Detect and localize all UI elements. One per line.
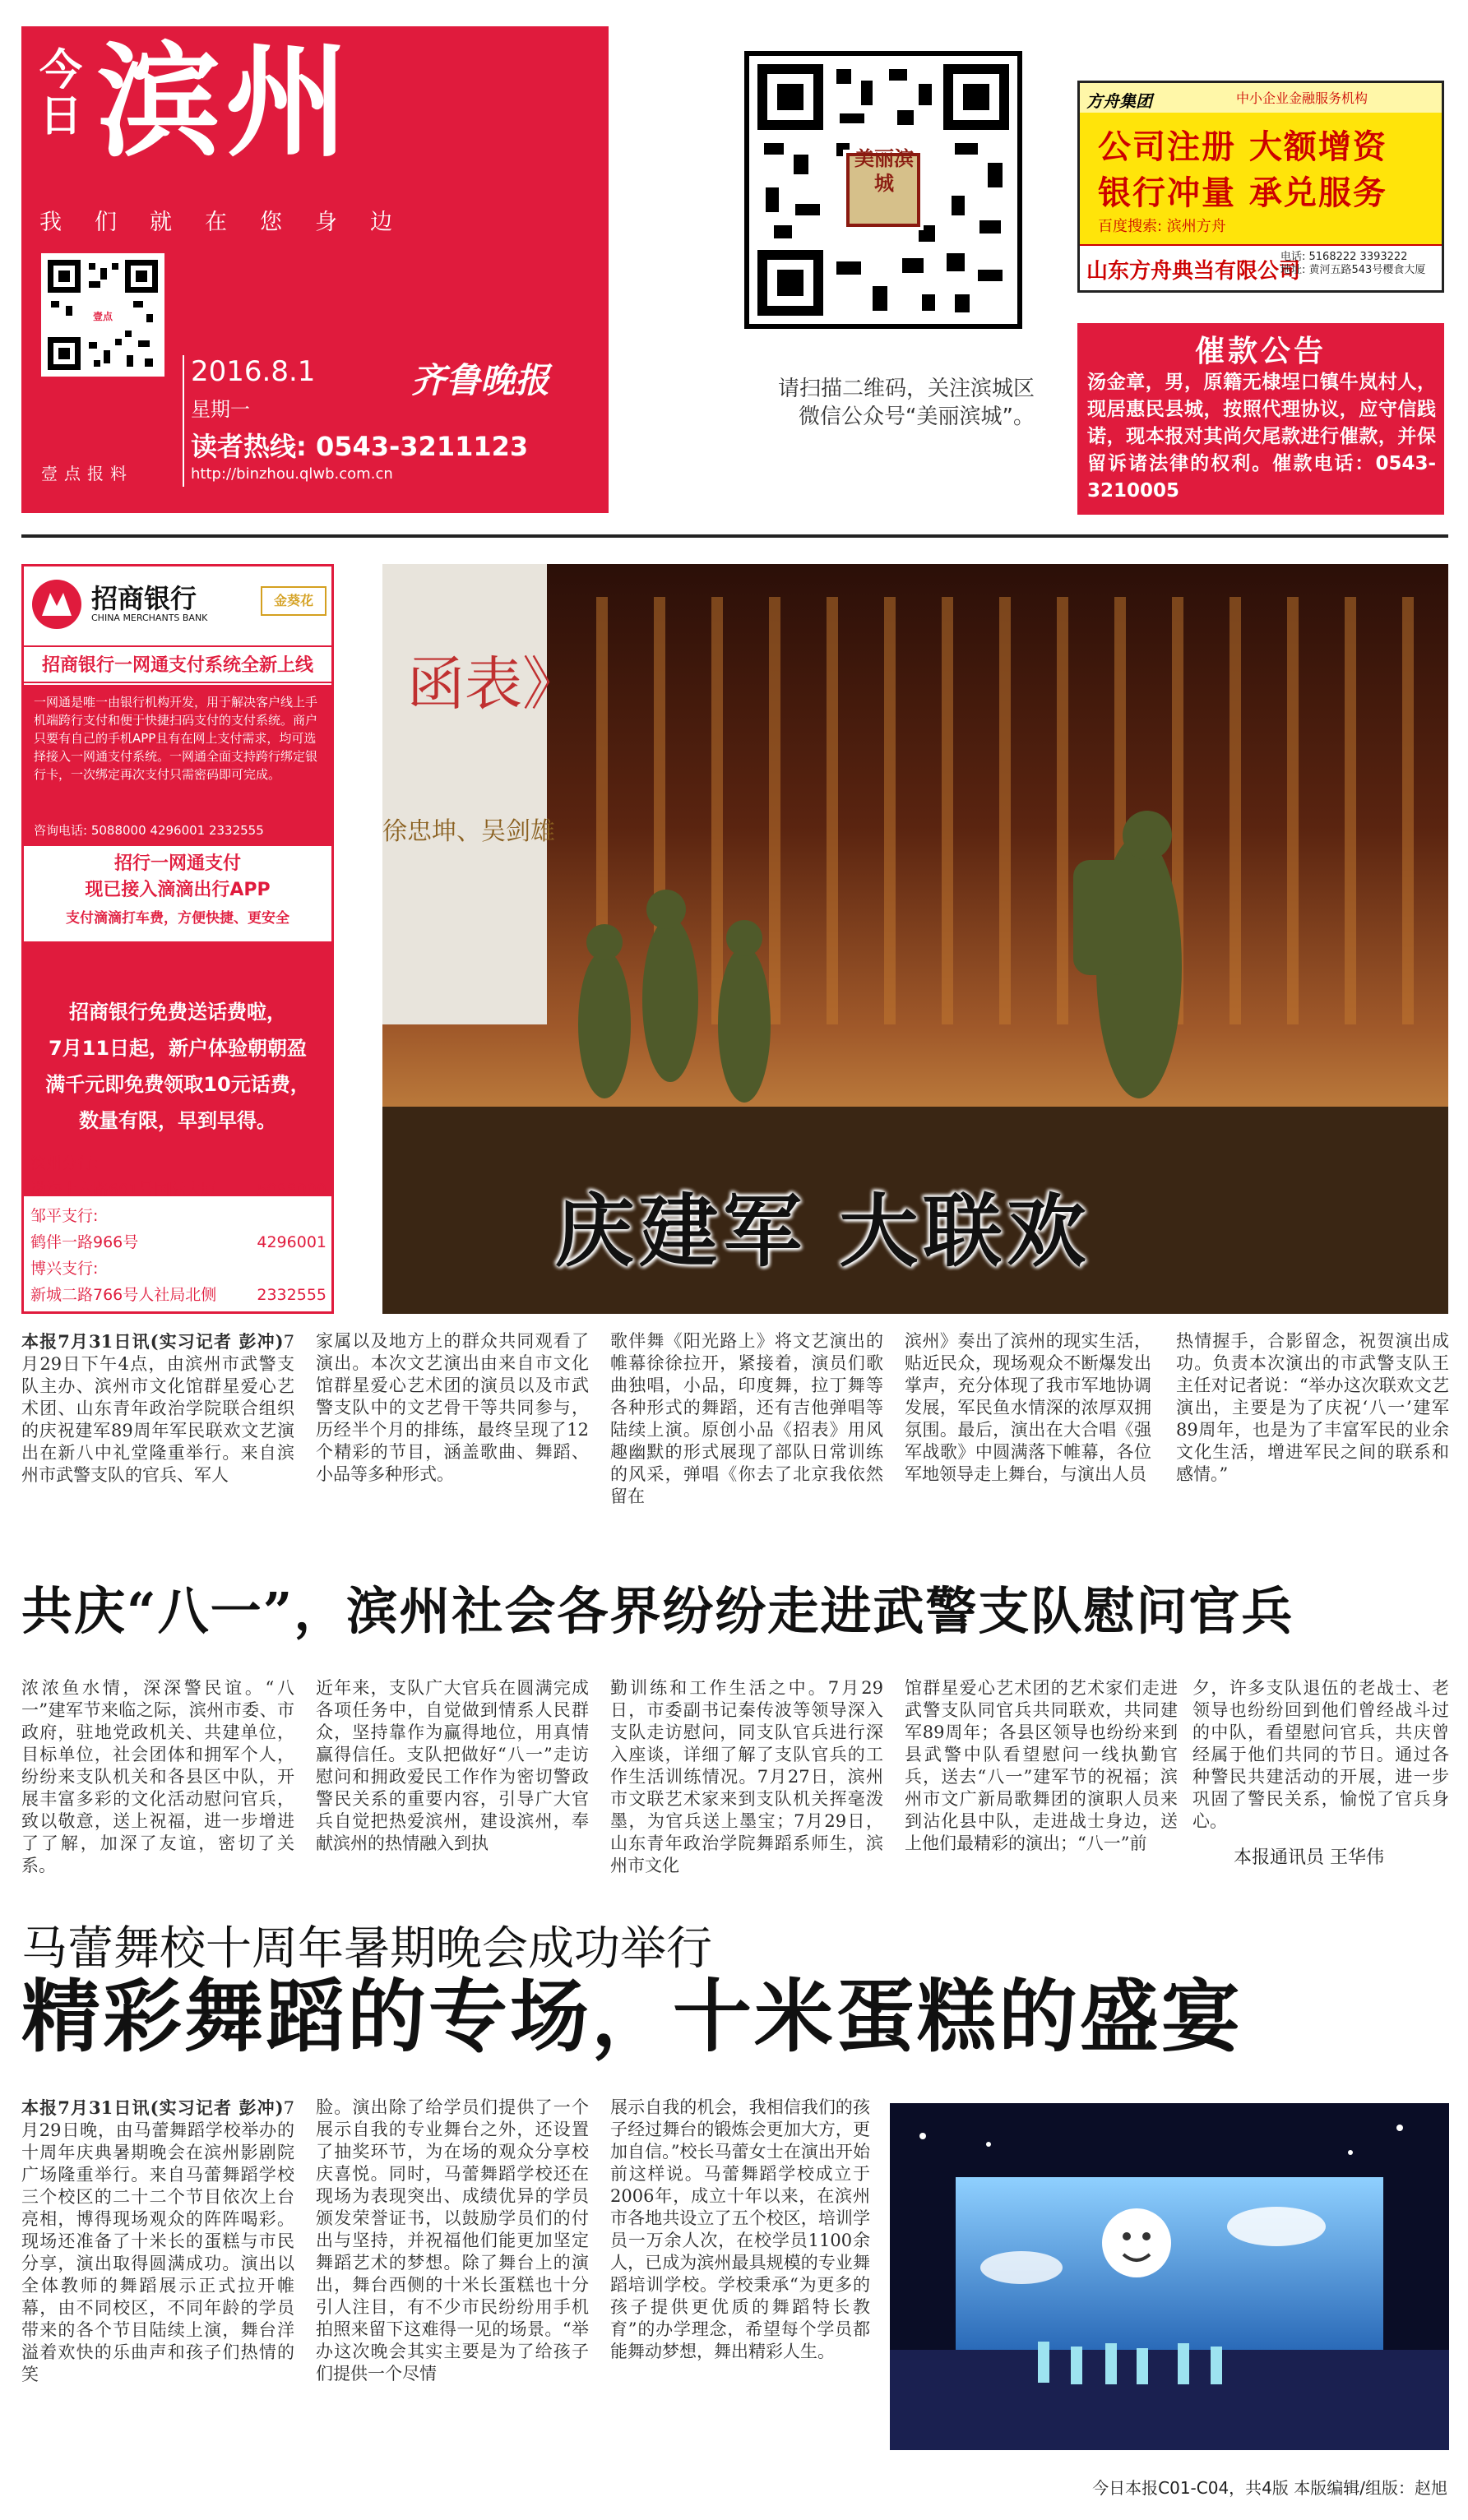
cmb-branch-tel: 5088000 [257, 1181, 326, 1199]
article1-text: 滨州》奏出了滨州的现实生活，贴近民众，现场观众不断爆发出掌声，充分体现了我市军地协调发展，军民鱼水情深的浓厚双拥氛围。最后，演出在大合唱《强军战歌》中圆满落下帷幕，各位军地领导走上舞台，与演出人员 [905, 1331, 1151, 1484]
masthead-jinri: 今日 [39, 46, 83, 141]
article1-col5 [1176, 1330, 1449, 1552]
article1-col2 [316, 1330, 589, 1552]
fangzhou-search: 百度搜索: 滨州方舟 [1098, 218, 1226, 235]
notice-title: 催款公告 [1194, 335, 1327, 368]
cmb-r1: 招商银行免费送话费啦， [69, 1001, 286, 1024]
masthead-title: 滨州 [97, 31, 354, 174]
article3-text: 展示自我的机会，我相信我们的孩子经过舞台的锻炼会更加大方，更加自信。”校长马蕾女士在演出开始前这样说。马蕾舞蹈学校成立于2006年，成立十年以来，在滨州市各地共设立了五个校区，培训学员一万余人次，在校学员1100余人，已成为滨州最具规模的专业舞蹈培训学校。学校秉承“为更多的孩子提供更优质的舞蹈特长教育”的办学理念，希望每个学员都能舞动梦想，舞出精彩人生。 [610, 2097, 870, 2361]
cmb-slogan: 招商银行一网通支付系统全新上线 [24, 645, 331, 683]
article1-col1 [21, 1330, 294, 1552]
page-footer: 今日本报C01-C04，共4版 本版编辑/组版：赵旭 [1092, 2478, 1447, 2498]
article2-text: 近年来，支队广大官兵在圆满完成各项任务中，自觉做到情系人民群众，坚持靠作为赢得地位，用真情赢得信任。支队把做好“八一”走访慰问和拥政爱民工作作为密切警政警民关系的重要内容，引导广大官兵自觉把热爱滨州，建设滨州，奉献滨州的热情融入到执 [316, 1678, 589, 1853]
article2-credit: 本报通讯员 王华伟 [1234, 1847, 1384, 1868]
fangzhou-line2: 银行冲量 承兑服务 [1098, 173, 1387, 212]
article3-lead: 本报7月31日讯(实习记者 彭冲) [21, 2097, 284, 2118]
cmb-branch-name: 邹平支行: [30, 1207, 99, 1225]
article3-col2 [316, 2097, 589, 2499]
fangzhou-line1: 公司注册 大额增资 [1098, 127, 1387, 166]
cmb-p3: 支付滴滴打车费，方便快捷、更安全 [66, 910, 289, 927]
payment-notice [1077, 323, 1444, 515]
article3-col1 [21, 2097, 294, 2499]
masthead-dianping: 壹点报料 [41, 464, 133, 483]
cmb-p1: 招行一网通支付 [113, 853, 241, 874]
fangzhou-tagline: 中小企业金融服务机构 [1236, 90, 1368, 106]
article2-headline: 共庆“八一”，滨州社会各界纷纷走进武警支队慰问官兵 [21, 1581, 1294, 1641]
wechat-seal: 美丽滨城 [854, 146, 914, 195]
cmb-r4: 数量有限，早到早得。 [79, 1109, 276, 1132]
article1-col3 [610, 1330, 883, 1552]
article1-lead: 本报7月31日讯(实习记者 彭冲) [21, 1331, 284, 1352]
article2-col5 [1192, 1677, 1449, 1833]
article2-text: 馆群星爱心艺术团的艺术家们走进武警支队同官兵共同联欢，共同建军89周年；各县区领导也纷纷来到县武警中队看望慰问一线执勤官兵，送去“八一”建军节的祝福；滨州市文广新局歌舞团的演职人员来到沾化县中队，走进战士身边，送上他们最精彩的演出；“八一”前 [905, 1678, 1178, 1853]
photo1-headline: 庆建军 大联欢 [555, 1186, 1091, 1278]
article2-col1 [21, 1677, 294, 1899]
fangzhou-contact [1280, 251, 1425, 277]
masthead-weekday: 星期一 [191, 398, 250, 421]
article2-text: 夕，许多支队退伍的老战士、老领导也纷纷回到他们曾经战斗过的中队，看望慰问官兵，共庆曾经属于他们共同的节日。通过各种警民共建活动的开展，进一步巩固了警民关系，愉悦了官兵身心。 [1192, 1678, 1449, 1831]
article2-col2 [316, 1677, 589, 1899]
fangzhou-tel: 电话: 5168222 3393222 [1280, 251, 1408, 263]
cmb-bank-en: CHINA MERCHANTS BANK [91, 613, 208, 623]
cmb-branch-name: 滨州分行: [30, 1154, 99, 1172]
cmb-branch-tel: 4296001 [257, 1233, 326, 1251]
qr-center-logo: 壹点 [84, 298, 122, 335]
article3-headline: 精彩舞蹈的专场，十米蛋糕的盛宴 [21, 1971, 1243, 2063]
fangzhou-header [1080, 83, 1442, 113]
masthead-divider [183, 355, 184, 487]
fangzhou-footer [1080, 244, 1442, 290]
cmb-r2: 7月11日起，新户体验朝朝盈 [48, 1037, 308, 1060]
cmb-branch-list [30, 1150, 326, 1308]
cmb-branch-name: 博兴支行: [30, 1260, 99, 1278]
fangzhou-ad[interactable] [1077, 81, 1444, 293]
article2-text: 浓浓鱼水情，深深警民谊。“八一”建军节来临之际，滨州市委、市政府，驻地党政机关、共建单位，目标单位，社会团体和拥军个人，纷纷来支队机关和各县区中队，开展丰富多彩的文化活动慰问官兵，致以敬意，送上祝福，进一步增进了了解，加深了友谊，密切了关系。 [21, 1678, 294, 1875]
screen-title-fragment: 函表》 [407, 650, 580, 718]
article1-text: 家属以及地方上的群众共同观看了演出。本次文艺演出由来自市文化馆群星爱心艺术团的演员以及市武警支队中的文艺骨干等共同参与，历经半个月的排练，最终呈现了12个精彩的节目，涵盖歌曲、舞蹈、小品等多种形式。 [316, 1331, 589, 1484]
article1-text: 歌伴舞《阳光路上》将文艺演出的帷幕徐徐拉开，紧接着，演员们歌曲独唱，小品，印度舞，拉丁舞等各种形式的舞蹈，还有吉他弹唱等陆续上演。原创小品《招表》用风趣幽默的形式展现了部队日常训练的风采，弹唱《你去了北京我依然留在 [610, 1331, 883, 1506]
wechat-caption: 请扫描二维码，关注滨城区微信公众号“美丽滨城”。 [777, 377, 1035, 429]
section-divider [21, 534, 1448, 538]
article3-col3 [610, 2097, 870, 2499]
masthead-hotline: 读者热线: 0543-3211123 [191, 431, 529, 462]
masthead-url[interactable]: http://binzhou.qlwb.com.cn [191, 465, 393, 483]
cmb-sunflower-badge: 金葵花 [261, 586, 326, 616]
masthead-slogan: 我们就在您身边 [39, 210, 425, 235]
cmb-p2: 现已接入滴滴出行APP [85, 880, 271, 900]
fangzhou-addr: 地址: 黄河五路543号樱食大厦 [1280, 264, 1426, 276]
fangzhou-company: 山东方舟典当有限公司 [1086, 259, 1301, 284]
notice-body: 汤金章，男，原籍无棣埕口镇牛岚村人，现居惠民县城，按照代理协议，应守信践诺，现本报对其尚欠尾款进行催款，并保留诉诸法律的权利。催款电话：0543-3210005 [1087, 372, 1436, 502]
article3-subtitle: 马蕾舞校十周年暑期晚会成功举行 [21, 1922, 712, 1976]
screen-names: 徐忠坤、吴剑雄 [382, 817, 555, 846]
article1-col4 [905, 1330, 1151, 1552]
fangzhou-group: 方舟集团 [1086, 91, 1152, 111]
photo-dance-show [890, 2103, 1449, 2450]
article2-col3 [610, 1677, 883, 1899]
cmb-branch-tel: 2332555 [257, 1286, 326, 1304]
cmb-intro: 一网通是唯一由银行机构开发，用于解决客户线上手机端跨行支付和便于快捷扫码支付的支付系统。商户只要有自己的手机APP且有在网上支付需求，均可选择接入一网通支付系统。一网通全面支持跨行绑定银行卡，一次绑定再次支付只需密码即可完成。 [34, 695, 318, 782]
masthead-paper-name: 齐鲁晚报 [411, 360, 550, 400]
article2-col4 [905, 1677, 1178, 1899]
article1-text: 7月29日下午4点，由滨州市武警支队主办、滨州市文化馆群星爱心艺术团、山东青年政治学院联合组织的庆祝建军89周年军民联欢文艺演出在新八中礼堂隆重举行。来自滨州市武警支队的官兵、军人 [21, 1332, 294, 1485]
cmb-logo-icon [30, 578, 83, 631]
dance-stage-scene [890, 2103, 1449, 2450]
cmb-consult: 咨询电话: 5088000 4296001 2332555 [34, 823, 264, 838]
cmb-branch-addr: 渤海十六路601号国际大厦 [30, 1181, 217, 1199]
article3-text: 7月29日晚，由马蕾舞蹈学校举办的十周年庆典暑期晚会在滨州影剧院广场隆重举行。来自马蕾舞蹈学校三个校区的二十二个节目依次上台亮相，博得现场观众的阵阵喝彩。现场还准备了十米长的蛋糕与市民分享，演出取得圆满成功。演出以全体教师的舞蹈展示正式拉开帷幕，由不同校区，不同年龄的学员带来的各个节目陆续上演，舞台洋溢着欢快的乐曲声和孩子们热情的笑 [21, 2098, 294, 2384]
article2-text: 勤训练和工作生活之中。7月29日，市委副书记秦传波等领导深入支队走访慰问，同支队官兵进行深入座谈，详细了解了支队官兵的工作生活训练情况。7月27日，滨州市文联艺术家来到支队机关挥毫泼墨，为官兵送上墨宝；7月29日，山东青年政治学院舞蹈系师生，滨州市文化 [610, 1678, 883, 1875]
article1-text: 热情握手，合影留念，祝贺演出成功。负责本次演出的市武警支队王主任对记者说：“举办这次联欢文艺演出，主要是为了庆祝‘八一’建军89周年，也是为了丰富军民的业余文化生活，增进军民之间的联系和感情。” [1176, 1331, 1449, 1484]
cmb-intro-block [24, 685, 331, 991]
masthead-date: 2016.8.1 [191, 355, 316, 388]
cmb-ad[interactable] [21, 564, 334, 1314]
cmb-bank-name: 招商银行 [91, 583, 197, 614]
cmb-r3: 满千元即免费领取10元话费， [45, 1073, 310, 1096]
cmb-logo [30, 575, 330, 634]
cmb-branch-addr: 鹤伴一路966号 [30, 1233, 139, 1251]
cmb-branch-addr: 新城二路766号人社局北侧 [30, 1286, 217, 1304]
article3-text: 脸。演出除了给学员们提供了一个展示自我的专业舞台之外，还设置了抽奖环节，为在场的观众分享校庆喜悦。同时，马蕾舞蹈学校还在现场为表现突出、成绩优异的学员颁发荣誉证书，以鼓励学员们的付出与坚持，并祝福他们能更加坚定舞蹈艺术的梦想。除了舞台上的演出，舞台西侧的十米长蛋糕也十分引人注目，有不少市民纷纷用手机拍照来留下这难得一见的场景。“举办这次晚会其实主要是为了给孩子们提供一个尽情 [316, 2097, 589, 2384]
